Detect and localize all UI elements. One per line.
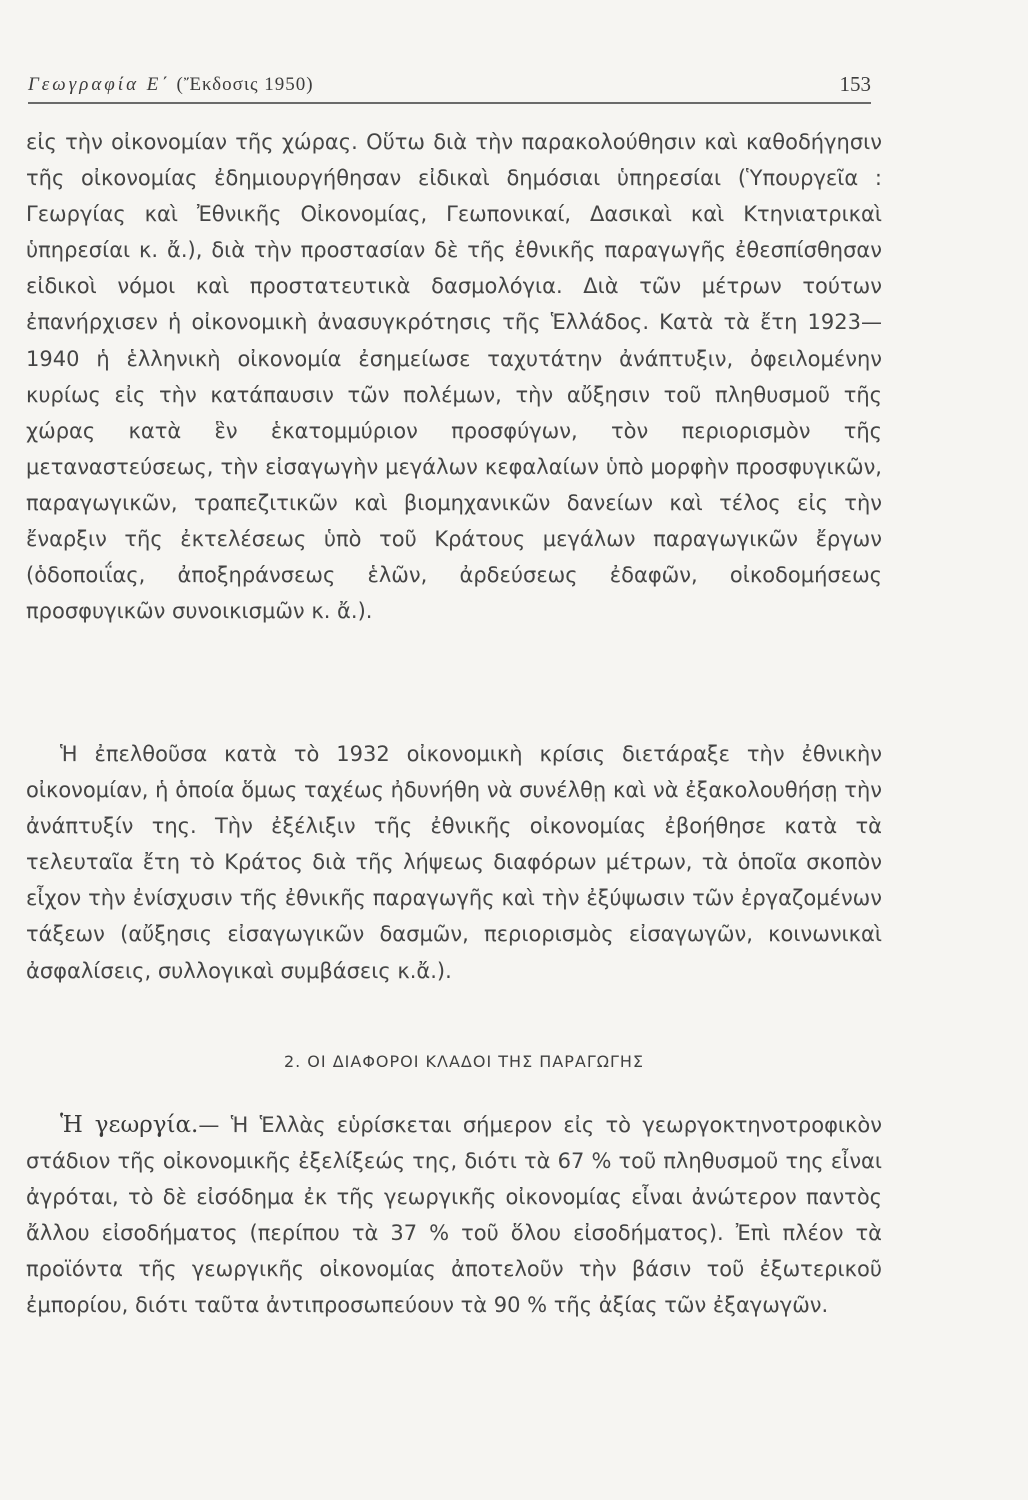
section-heading: 2. ΟΙ ΔΙΑΦΟΡΟΙ ΚΛΑΔΟΙ ΤΗΣ ΠΑΡΑΓΩΓΗΣ [283, 1052, 645, 1071]
edition-note: (Ἔκδοσις 1950) [170, 74, 314, 95]
running-title [28, 74, 314, 96]
book-title: Γεωγραφία Ε΄ [28, 74, 171, 95]
paragraph-economy-history: εἰς τὴν οἰκονομίαν τῆς χώρας. Οὕτω διὰ τὴν παρακολούθησιν καὶ καθοδήγησιν τῆς οἰκονομίας ἐδημιουργήθησαν εἰδικαὶ δημόσιαι ὑπηρεσίαι (Ὑπουργεῖα : Γεωργίας καὶ Ἐθνικῆς Οἰκονομίας, Γεωπονικαί, Δασικαὶ καὶ Κτηνιατρικαὶ ὑπηρεσίαι κ. ἄ.), διὰ τὴν προστασίαν δὲ τῆς ἐθνικῆς παραγωγῆς ἐθεσπίσθησαν εἰδικοὶ νόμοι καὶ προστατευτικὰ δασμολόγια. Διὰ τῶν μέτρων τούτων ἐπανήρχισεν ἡ οἰκονομικὴ ἀνασυγκρότησις τῆς Ἑλλάδος. Κατὰ τὰ ἔτη 1923—1940 ἡ ἑλληνικὴ οἰκονομία ἐσημείωσε ταχυτάτην ἀνάπτυξιν, ὀφειλομένην κυρίως εἰς τὴν κατάπαυσιν τῶν πολέμων, τὴν αὔξησιν τοῦ πληθυσμοῦ τῆς χώρας κατὰ ἓν ἑκατομμύριον προσφύγων, τὸν περιορισμὸν τῆς μεταναστεύσεως, τὴν εἰσαγωγὴν μεγάλων κεφαλαίων ὑπὸ μορφὴν προσφυγικῶν, παραγωγικῶν, τραπεζιτικῶν καὶ βιομηχανικῶν δανείων καὶ τέλος εἰς τὴν ἔναρξιν τῆς ἐκτελέσεως ὑπὸ τοῦ Κράτους μεγάλων παραγωγικῶν ἔργων (ὁδοποιΐας, ἀποξηράνσεως ἑλῶν, ἀρδεύσεως ἐδαφῶν, οἰκοδομήσεως προσφυγικῶν συνοικισμῶν κ. ἄ.). [26, 130, 882, 624]
paragraph-economic-crisis: Ἡ ἐπελθοῦσα κατὰ τὸ 1932 οἰκονομικὴ κρίσις διετάραξε τὴν ἐθνικὴν οἰκονομίαν, ἡ ὁποία ὅμως ταχέως ἠδυνήθη νὰ συνέλθῃ καὶ νὰ ἐξακολουθήσῃ τὴν ἀνάπτυξίν της. Τὴν ἐξέλιξιν τῆς ἐθνικῆς οἰκονομίας ἐβοήθησε κατὰ τὰ τελευταῖα ἔτη τὸ Κράτος διὰ τῆς λήψεως διαφόρων μέτρων, τὰ ὁποῖα σκοπὸν εἶχον τὴν ἐνίσχυσιν τῆς ἐθνικῆς παραγωγῆς καὶ τὴν ἐξύψωσιν τῶν ἐργαζομένων τάξεων (αὔξησις εἰσαγωγικῶν δασμῶν, περιορισμὸς εἰσαγωγῶν, κοινωνικαὶ ἀσφαλίσεις, συλλογικαὶ συμβάσεις κ.ἄ.). [26, 742, 882, 983]
running-header [28, 72, 871, 104]
paragraph-agriculture [26, 1107, 882, 1324]
page-number: 153 [839, 72, 871, 96]
agriculture-text: — Ἡ Ἑλλὰς εὑρίσκεται σήμερον εἰς τὸ γεωργοκτηνοτροφικὸν στάδιον τῆς οἰκονομικῆς ἐξελίξεώς της, διότι τὰ 67 % τοῦ πληθυσμοῦ της εἶναι ἀγρόται, τὸ δὲ εἰσόδημα ἐκ τῆς γεωργικῆς οἰκονομίας εἶναι ἀνώτερον παντὸς ἄλλου εἰσοδήματος (περίπου τὰ 37 % τοῦ ὅλου εἰσοδήματος). Ἐπὶ πλέον τὰ προϊόντα τῆς γεωργικῆς οἰκονομίας ἀποτελοῦν τὴν βάσιν τοῦ ἐξωτερικοῦ ἐμπορίου, διότι ταῦτα ἀντιπροσωπεύουν τὰ 90 % τῆς ἀξίας τῶν ἐξαγωγῶν. [26, 1113, 882, 1318]
run-in-heading: Ἡ γεωργία. [60, 1112, 199, 1138]
